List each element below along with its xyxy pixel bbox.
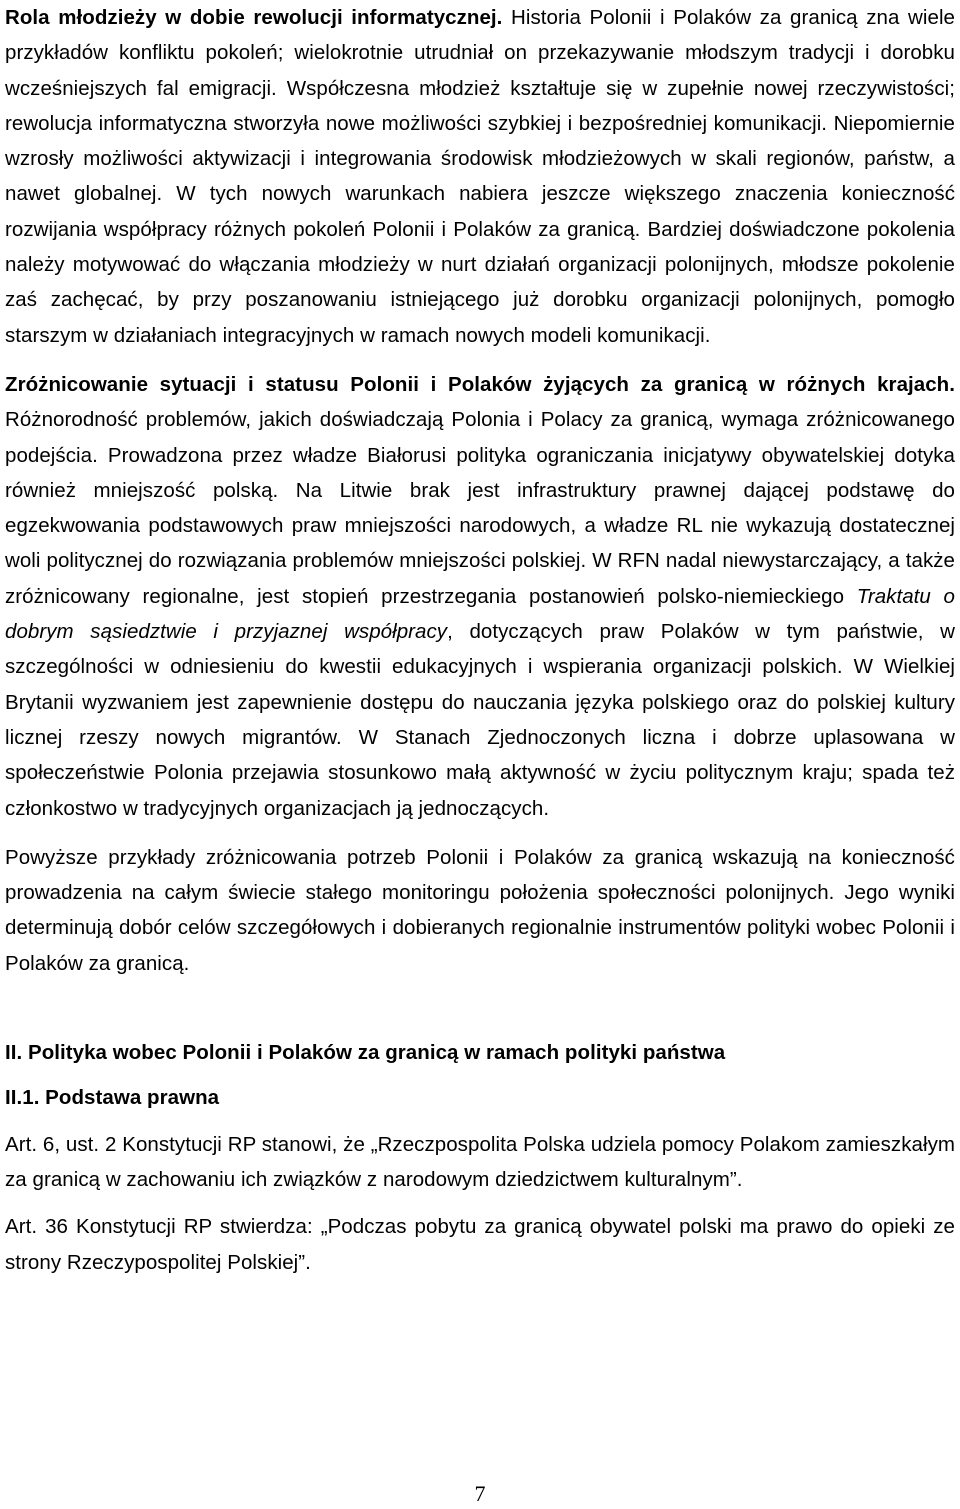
paragraph-status-differences — [5, 367, 955, 826]
subsection-heading: II.1. Podstawa prawna — [5, 1086, 220, 1110]
paragraph-youth-role — [5, 0, 955, 353]
paragraph-body-art-6: Art. 6, ust. 2 Konstytucji RP stanowi, że „Rzeczpospolita Polska udziela pomocy Polakom zamieszkałym za granicą w zachowaniu ich związków z narodowym dziedzictwem kulturalnym”. — [5, 1132, 955, 1191]
paragraph-body-status-differences-part1: Różnorodność problemów, jakich doświadczają Polonia i Polacy za granicą, wymaga zróżnicowanego podejścia. Prowadzona przez władze Białorusi polityka ograniczania inicjatywy obywatelskiej dotyka również mniejszość polską. Na Litwie brak jest infrastruktury prawnej dającej podstawę do egzekwowania podstawowych praw mniejszości narodowych, a władze RL nie wykazują dostatecznej woli politycznej do rozwiązania problemów mniejszości polskiej. W RFN nadal niewystarczający, a także zróżnicowany regionalne, jest stopień przestrzegania postanowień polsko-niemieckiego — [5, 408, 955, 608]
paragraph-art-6 — [5, 1127, 955, 1198]
paragraph-body-monitoring: Powyższe przykłady zróżnicowania potrzeb Polonii i Polaków za granicą wskazują na konieczność prowadzenia na całym świecie stałego monitoringu położenia społeczności polonijnych. Jego wyniki determinują dobór celów szczegółowych i dobieranych regionalnie instrumentów polityki wobec Polonii i Polaków za granicą. — [5, 845, 955, 975]
paragraph-body-status-differences-part2: , dotyczących praw Polaków w tym państwie, w szczególności w odniesieniu do kwestii edukacyjnych i wspierania organizacji polskich. W Wielkiej Brytanii wyzwaniem jest zapewnienie dostępu do nauczania języka polskiego oraz do polskiej kultury licznej rzeszy nowych migrantów. W Stanach Zjednoczonych liczna i dobrze uplasowana w społeczeństwie Polonia przejawia stosunkowo małą aktywność w życiu politycznym kraju; spada też członkostwo w tradycyjnych organizacjach ją jednoczących. — [5, 620, 955, 820]
paragraph-body-youth-role: Historia Polonii i Polaków za granicą zna wiele przykładów konfliktu pokoleń; wielokrotnie utrudniał on przekazywanie młodszym tradycji i dorobku wcześniejszych fal emigracji. Współczesna młodzież kształtuje się w zupełnie nowej rzeczywistości; rewolucja informatyczna stworzyła nowe możliwości szybkiej i bezpośredniej komunikacji. Niepomiernie wzrosły możliwości aktywizacji i integrowania środowisk młodzieżowych w skali regionów, państw, a nawet globalnej. W tych nowych warunkach nabiera jeszcze większego znaczenia konieczność rozwijania współpracy różnych pokoleń Polonii i Polaków za granicą. Bardziej doświadczone pokolenia należy motywować do włączania młodzieży w nurt działań organizacji polonijnych, młodsze pokolenie zaś zachęcać, by przy poszanowaniu istniejącego już dorobku organizacji polonijnych, pomogło starszym w działaniach integracyjnych w ramach nowych modeli komunikacji. — [5, 6, 956, 347]
treaty-title: Traktatu o dobrym sąsiedztwie i przyjaznej współpracy — [5, 584, 955, 644]
paragraph-monitoring — [5, 840, 955, 981]
paragraph-heading-youth-role: Rola młodzieży w dobie rewolucji informatycznej. — [5, 6, 503, 29]
page-number: 7 — [474, 1481, 486, 1506]
paragraph-heading-status-differences: Zróżnicowanie sytuacji i statusu Polonii i Polaków żyjących za granicą w różnych krajach. — [5, 372, 955, 396]
document-page — [5, 0, 955, 1280]
paragraph-body-art-36: Art. 36 Konstytucji RP stwierdza: „Podczas pobytu za granicą obywatel polski ma prawo do opieki ze strony Rzeczypospolitej Polskiej”. — [5, 1215, 955, 1274]
section-heading: II. Polityka wobec Polonii i Polaków za granicą w ramach polityki państwa — [5, 1041, 726, 1065]
paragraph-art-36 — [5, 1209, 955, 1280]
